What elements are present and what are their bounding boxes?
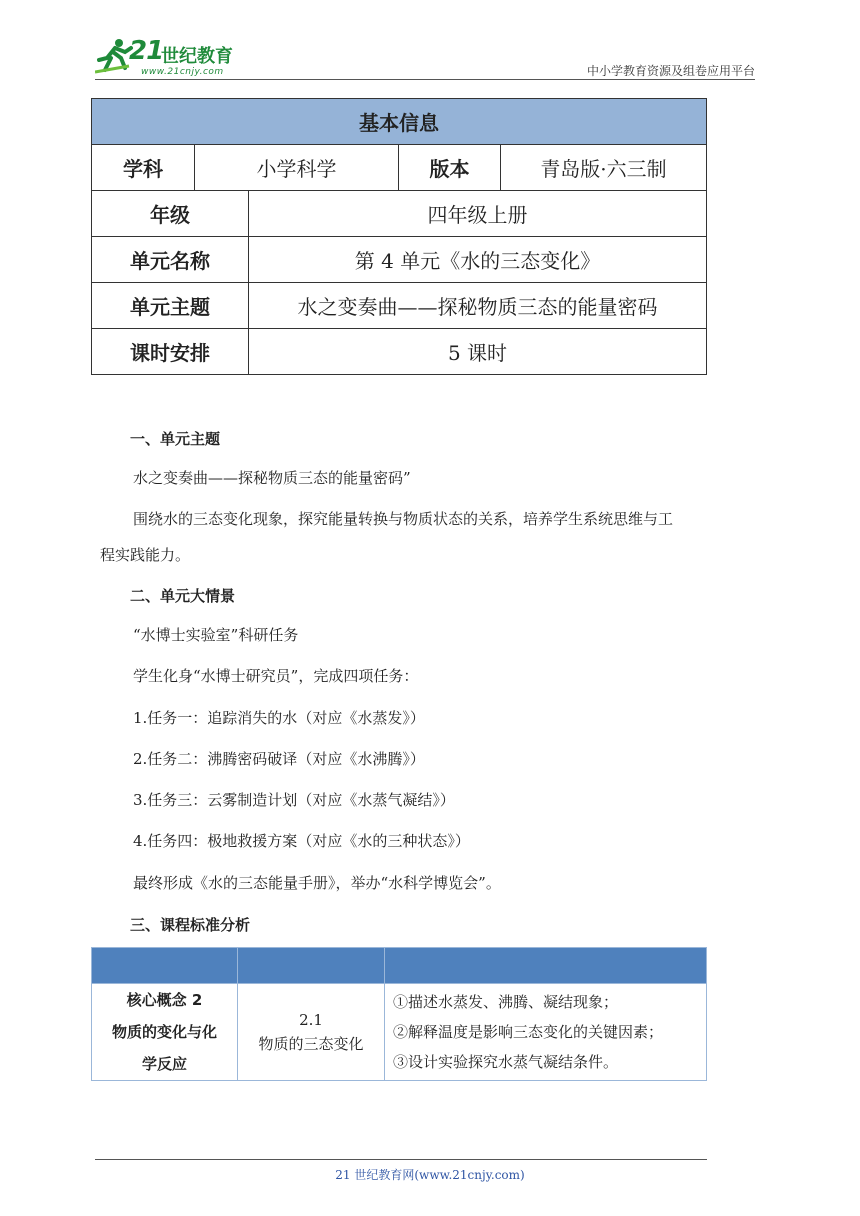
unit-theme-label: 单元主题 <box>92 283 249 329</box>
section-heading-standards: 三、课程标准分析 <box>130 916 251 934</box>
header-cell <box>238 948 385 984</box>
scenario-title: “水博士实验室”科研任务 <box>133 626 299 644</box>
section-heading-scenario: 二、单元大情景 <box>130 587 236 605</box>
unit-name-label: 单元名称 <box>92 237 249 283</box>
platform-name: 中小学教育资源及组卷应用平台 <box>586 64 755 78</box>
edition-label: 版本 <box>399 145 501 191</box>
core-concept-line: 核心概念 2 <box>126 991 203 1009</box>
header-divider <box>95 79 755 80</box>
page-header <box>95 30 755 80</box>
theme-description: 围绕水的三态变化现象，探究能量转换与物质状态的关系，培养学生系统思维与工 <box>133 510 674 528</box>
header-cell <box>92 948 238 984</box>
logo-url: www.21cnjy.com <box>141 67 224 77</box>
schedule-value: 5 课时 <box>249 329 707 375</box>
subject-label: 学科 <box>92 145 195 191</box>
schedule-label: 课时安排 <box>92 329 249 375</box>
scenario-intro: 学生化身“水博士研究员”，完成四项任务： <box>133 667 419 685</box>
requirement-item: ②解释温度是影响三态变化的关键因素； <box>393 1023 664 1041</box>
unit-name-value: 第 4 单元《水的三态变化》 <box>249 237 707 283</box>
task-item: 3.任务三：云雾制造计划（对应《水蒸气凝结》） <box>133 791 455 809</box>
requirement-item: ①描述水蒸发、沸腾、凝结现象； <box>393 993 619 1011</box>
task-item: 1.任务一：追踪消失的水（对应《水蒸发》） <box>133 709 425 727</box>
core-concept-line: 学反应 <box>141 1055 187 1073</box>
sub-concept-name: 物质的三态变化 <box>258 1035 364 1053</box>
logo-text: 世纪教育 <box>161 46 233 67</box>
grade-value: 四年级上册 <box>249 191 707 237</box>
header-cell <box>385 948 707 984</box>
footer-divider <box>95 1159 707 1160</box>
unit-theme-value: 水之变奏曲——探秘物质三态的能量密码 <box>249 283 707 329</box>
scenario-outcome: 最终形成《水的三态能量手册》，举办“水科学博览会”。 <box>133 874 501 892</box>
requirement-item: ③设计实验探究水蒸气凝结条件。 <box>393 1053 619 1071</box>
theme-title: 水之变奏曲——探秘物质三态的能量密码” <box>133 469 411 487</box>
task-item: 2.任务二：沸腾密码破译（对应《水沸腾》） <box>133 750 425 768</box>
core-concept-cell <box>92 984 238 1081</box>
footer-link[interactable]: 21 世纪教育网(www.21cnjy.com) <box>335 1168 525 1182</box>
edition-value: 青岛版·六三制 <box>501 145 707 191</box>
section-heading-theme: 一、单元主题 <box>130 430 221 448</box>
sub-concept-number: 2.1 <box>299 1011 323 1029</box>
logo-number: 21 <box>129 36 164 66</box>
basic-info-table <box>91 98 707 191</box>
requirements-cell <box>385 984 707 1081</box>
basic-info-table-rows <box>91 190 707 375</box>
table-title: 基本信息 <box>92 99 707 145</box>
standards-table <box>91 947 707 1081</box>
grade-label: 年级 <box>92 191 249 237</box>
sub-concept-cell <box>238 984 385 1081</box>
task-item: 4.任务四：极地救援方案（对应《水的三种状态》） <box>133 832 470 850</box>
theme-description-cont: 程实践能力。 <box>100 546 191 564</box>
site-logo[interactable] <box>95 36 265 80</box>
core-concept-line: 物质的变化与化 <box>111 1023 217 1041</box>
subject-value: 小学科学 <box>195 145 399 191</box>
